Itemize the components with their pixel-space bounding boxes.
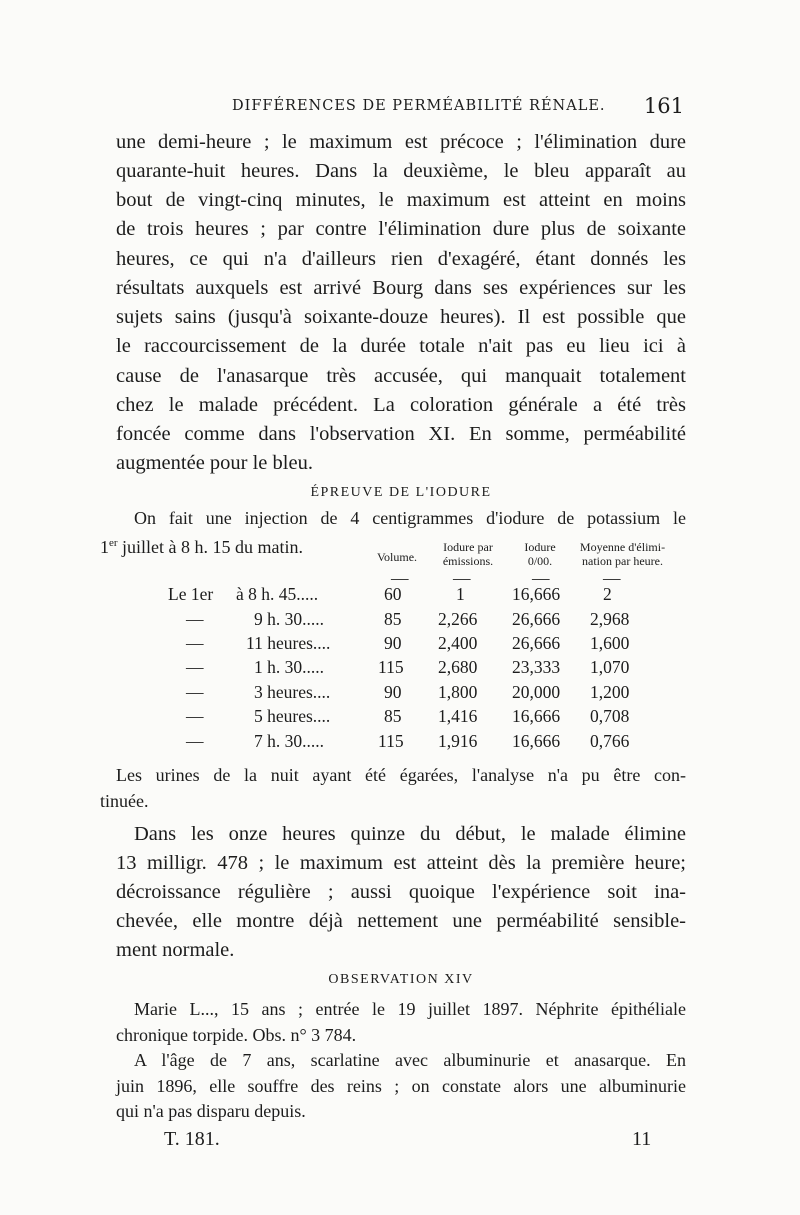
signature-mark: T. 181. bbox=[164, 1128, 220, 1150]
obs-line: qui n'a pas disparu depuis. bbox=[116, 1101, 306, 1121]
intro-line: On fait une injection de 4 centigrammes d'iodure de potassium le bbox=[134, 508, 686, 528]
text-line: résultats auxquels est arrivé Bourg dans ses expériences sur les bbox=[116, 277, 686, 299]
running-header bbox=[232, 96, 684, 126]
obs-line: juin 1896, elle souffre des reins ; on constate alors une albuminurie bbox=[116, 1076, 686, 1096]
running-title: DIFFÉRENCES DE PERMÉABILITÉ RÉNALE. bbox=[232, 98, 606, 114]
col-header-iodure-emissions: Iodure par émissions. bbox=[442, 540, 494, 568]
table-row: — 3 heures.... 90 1,800 20,000 1,200 bbox=[186, 682, 630, 702]
table-row: — 7 h. 30..... 115 1,916 16,666 0,766 bbox=[186, 731, 630, 751]
note-line: Les urines de la nuit ayant été égarées, l'analyse n'a pu être con- bbox=[116, 765, 686, 785]
text-line: heures, ce qui n'a d'ailleurs rien d'exagéré, étant donnés les bbox=[116, 248, 686, 270]
text-line: augmentée pour le bleu. bbox=[116, 452, 313, 474]
text-line: chez le malade précédent. La coloration générale a été très bbox=[116, 394, 686, 416]
text-line: chevée, elle montre déjà nettement une perméabilité sensible- bbox=[116, 910, 686, 932]
text-line: cause de l'anasarque très accusée, qui manquait totalement bbox=[116, 365, 686, 387]
sheet-number: 11 bbox=[632, 1128, 652, 1150]
col-header-volume: Volume. bbox=[376, 550, 418, 564]
text-line: sujets sains (jusqu'à soixante-douze heures). Il est possible que bbox=[116, 306, 686, 328]
table-row: — 5 heures.... 85 1,416 16,666 0,708 bbox=[186, 706, 630, 726]
table-dash-row: — — — — bbox=[391, 568, 621, 588]
note-line: tinuée. bbox=[100, 791, 149, 811]
text-line: décroissance régulière ; aussi quoique l'expérience soit ina- bbox=[116, 881, 686, 903]
table-row: Le 1er à 8 h. 45..... 60 1 16,666 2 bbox=[168, 584, 612, 604]
section-heading-observation: OBSERVATION XIV bbox=[328, 972, 474, 987]
text-line: le raccourcissement de la durée totale n'ait pas eu lieu ici à bbox=[116, 335, 686, 357]
text-line: de trois heures ; par contre l'élimination dure plus de soixante bbox=[116, 218, 686, 240]
col-header-iodure-per-mille: Iodure 0/00. bbox=[524, 540, 556, 568]
text-line: une demi-heure ; le maximum est précoce ; l'élimination dure bbox=[116, 131, 686, 153]
table-row: — 9 h. 30..... 85 2,266 26,666 2,968 bbox=[186, 609, 630, 629]
col-header-moyenne: Moyenne d'élimi- nation par heure. bbox=[579, 540, 666, 568]
text-line: quarante-huit heures. Dans la deuxième, le bleu apparaît au bbox=[116, 160, 686, 182]
table-row: — 11 heures.... 90 2,400 26,666 1,600 bbox=[186, 633, 630, 653]
obs-line: Marie L..., 15 ans ; entrée le 19 juillet 1897. Néphrite épithéliale bbox=[134, 999, 686, 1019]
text-line: 13 milligr. 478 ; le maximum est atteint dès la première heure; bbox=[116, 852, 686, 874]
page-number: 161 bbox=[643, 94, 684, 118]
obs-line: A l'âge de 7 ans, scarlatine avec albuminurie et anasarque. En bbox=[134, 1050, 686, 1070]
text-line: bout de vingt-cinq minutes, le maximum est atteint en moins bbox=[116, 189, 686, 211]
intro-line-2: 1er juillet à 8 h. 15 du matin. bbox=[100, 537, 304, 557]
section-heading-iodure: ÉPREUVE DE L'IODURE bbox=[310, 485, 492, 500]
text-line: ment normale. bbox=[116, 939, 235, 961]
text-line: foncée comme dans l'observation XI. En somme, perméabilité bbox=[116, 423, 686, 445]
text-line: Dans les onze heures quinze du début, le malade élimine bbox=[134, 823, 686, 845]
table-row: — 1 h. 30..... 115 2,680 23,333 1,070 bbox=[186, 657, 630, 677]
obs-line: chronique torpide. Obs. n° 3 784. bbox=[116, 1025, 357, 1045]
